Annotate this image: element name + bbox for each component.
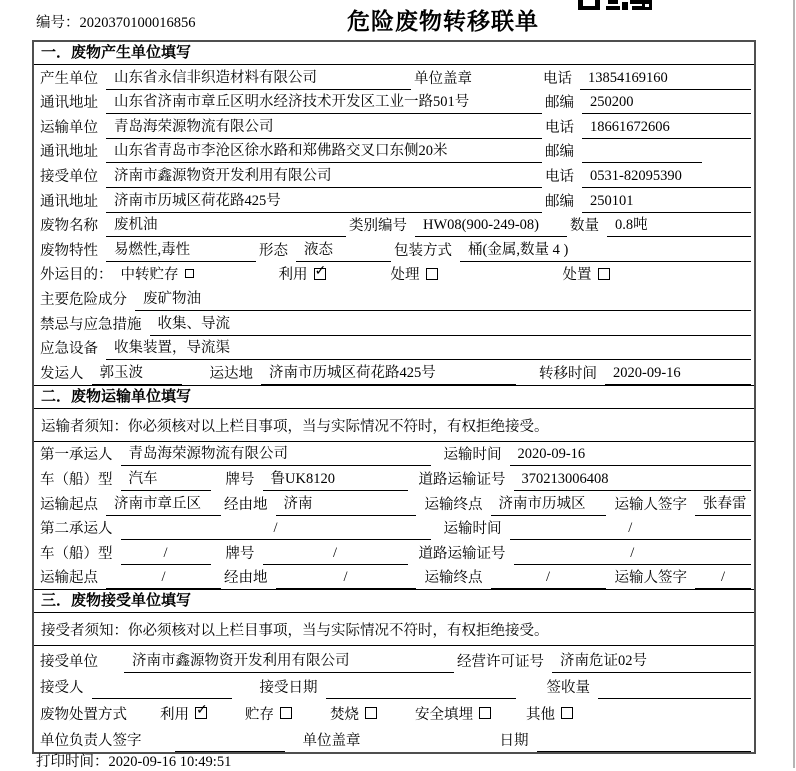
unchecked-checkbox-icon (365, 707, 377, 719)
receive-unit-row-label-3: 经营许可证号 (457, 653, 544, 670)
main-hazard-row-label-0: 主要危险成分 (40, 291, 127, 308)
receive-section-header: 三．废物接受单位填写 (34, 590, 754, 613)
producer-unit-row-label-0: 产生单位 (40, 70, 98, 87)
receiver-unit-row-value-1: 济南市鑫源物资开发利用有限公司 (106, 164, 542, 188)
spacer (106, 672, 124, 673)
vehicle-type-row-1-label-0: 车（船）型 (40, 471, 113, 488)
dispatch-row-label-0: 发运人 (40, 365, 84, 382)
transfer-purpose-row-option-label-3: 利用 (278, 267, 308, 284)
receive-section (34, 589, 754, 752)
transport-route-row-2-label-2: 经由地 (224, 570, 268, 587)
second-carrier-row-value-1: / (121, 520, 431, 540)
responsible-signature-row-label-4: 单位盖章 (302, 733, 361, 750)
transport-route-row-2-label-5: 运输终点 (424, 570, 483, 587)
waste-name-row-label-4: 数量 (570, 218, 599, 235)
document-header (0, 0, 796, 40)
vehicle-type-row-2-label-3: 牌号 (225, 545, 255, 562)
spacer (491, 725, 526, 726)
transfer-purpose-row-label-0: 外运目的： (40, 267, 113, 284)
transport-route-row-1-label-8: 运输人签字 (614, 496, 687, 513)
waste-name-row-label-0: 废物名称 (40, 218, 98, 235)
disposal-method-row-option-6 (330, 703, 377, 726)
transfer-purpose-row-option-label-5: 处理 (390, 267, 420, 284)
transport-route-row-2-value-6: / (491, 569, 606, 589)
transfer-purpose-row-option-7 (563, 263, 610, 286)
disposal-method-row-option-8 (415, 703, 491, 726)
first-carrier-row-label-0: 第一承运人 (40, 447, 113, 464)
transport-route-row-2 (34, 565, 754, 590)
dispatch-row-value-7: 2020-09-16 (605, 365, 751, 385)
receiver-unit-row-label-2: 电话 (545, 168, 574, 185)
unchecked-checkbox-icon (426, 268, 438, 280)
spacer (211, 564, 223, 565)
receiver-unit-row-value-3: 0531-82095390 (582, 168, 751, 188)
transport-route-row-1-value-1: 济南市章丘区 (106, 492, 221, 516)
transport-route-row-1-label-0: 运输起点 (40, 496, 98, 513)
transfer-purpose-row-option-3 (279, 263, 326, 286)
transport-unit-row-value-1: 青岛海荣源物流有限公司 (106, 115, 542, 139)
first-carrier-row-value-4: 2020-09-16 (510, 446, 752, 466)
transport-route-row-2-label-0: 运输起点 (40, 570, 98, 587)
dispatch-row (34, 360, 754, 385)
disposal-method-row-option-label-8: 安全填埋 (415, 706, 473, 723)
disposal-method-row-option-label-6: 焚烧 (330, 706, 359, 723)
waste-property-row (34, 237, 754, 262)
spacer (182, 384, 207, 385)
producer-unit-row-value-5: 13854169160 (580, 70, 751, 90)
first-carrier-row (34, 442, 754, 467)
disposal-method-row-option-10 (526, 703, 573, 726)
receiver-address-row-label-2: 邮编 (545, 193, 574, 210)
vehicle-type-row-1-label-3: 牌号 (225, 471, 255, 488)
transfer-purpose-row (34, 262, 754, 287)
page-title: 危险废物转移联单 (347, 9, 539, 34)
transfer-purpose-row-option-label-1: 中转贮存 (120, 267, 179, 284)
disposal-method-row (34, 699, 754, 726)
spacer (516, 698, 544, 699)
emergency-equipment-row (34, 336, 754, 361)
receiver-address-row (34, 188, 754, 213)
producer-address-row-label-0: 通讯地址 (40, 95, 98, 112)
taboo-measures-row (34, 311, 754, 336)
waste-property-row-value-1: 易燃性,毒性 (106, 238, 256, 262)
dispatch-row-value-1: 郭玉波 (92, 361, 182, 385)
vehicle-type-row-1-value-4: 鲁UK8120 (263, 467, 408, 491)
receiver-person-row-label-0: 接受人 (40, 680, 84, 697)
spacer (408, 564, 416, 565)
transport-address-row-value-1: 山东省青岛市李沧区徐水路和郑佛路交叉口东侧20米 (106, 139, 542, 163)
transport-address-row-label-0: 通讯地址 (40, 144, 98, 161)
spacer (369, 751, 497, 752)
transfer-purpose-row-option-5 (391, 263, 438, 286)
receive-unit-row-label-0: 接受单位 (40, 653, 98, 670)
disposal-method-row-option-label-4: 贮存 (245, 706, 274, 723)
producer-section-header: 一．废物产生单位填写 (34, 42, 754, 65)
responsible-signature-row-value-7 (537, 749, 752, 752)
receiver-person-row (34, 673, 754, 700)
transport-unit-row (34, 114, 754, 139)
transport-route-row-1-label-5: 运输终点 (424, 496, 483, 513)
vehicle-type-row-1-value-1: 汽车 (121, 467, 211, 491)
responsible-signature-row (34, 726, 754, 753)
receive-unit-row-value-2: 济南市鑫源物资开发利用有限公司 (124, 649, 454, 673)
producer-address-row-value-1: 山东省济南市章丘区明水经济技术开发区工业一路501号 (106, 90, 542, 114)
spacer (431, 539, 441, 540)
second-carrier-row-label-0: 第二承运人 (40, 521, 113, 538)
transfer-purpose-row-option-label-7: 处置 (562, 267, 592, 284)
producer-unit-row (34, 65, 754, 90)
receiver-person-row-label-6: 签收量 (546, 680, 590, 697)
taboo-measures-row-value-1: 收集、导流 (150, 312, 752, 336)
dispatch-row-value-4: 济南市历城区荷花路425号 (261, 361, 516, 385)
receive-unit-row-value-4: 济南危证02号 (552, 649, 751, 673)
transport-route-row-2-value-3: / (276, 569, 416, 589)
doc-number-label: 编号： (36, 15, 80, 31)
transport-route-row-1-value-9: 张春雷 (695, 492, 751, 516)
receiver-person-row-value-1 (92, 696, 232, 699)
transport-address-row-value-3 (582, 160, 702, 163)
waste-name-row-value-3: HW08(900-249-08) (415, 217, 567, 237)
producer-unit-row-label-4: 电话 (543, 70, 572, 87)
main-hazard-row (34, 286, 754, 311)
vehicle-type-row-2-value-1: / (121, 545, 211, 565)
transport-section-notice: 运输者须知：你必须核对以上栏目事项，当与实际情况不符时，有权拒绝接受。 (34, 409, 754, 442)
spacer (285, 751, 300, 752)
spacer (431, 465, 441, 466)
transport-unit-row-label-2: 电话 (545, 119, 574, 136)
disposal-method-row-label-0: 废物处置方式 (40, 706, 127, 723)
vehicle-type-row-2-label-0: 车（船）型 (40, 545, 113, 562)
disposal-method-row-option-label-2: 利用 (160, 706, 189, 723)
unchecked-checkbox-icon (185, 269, 194, 278)
receiver-person-row-label-3: 接受日期 (259, 680, 318, 697)
transport-section-header: 二．废物运输单位填写 (34, 386, 754, 409)
spacer (292, 725, 330, 726)
receive-unit-row (34, 646, 754, 673)
producer-unit-row-value-1: 山东省永信非织造材料有限公司 (106, 66, 411, 90)
second-carrier-row-value-4: / (510, 520, 752, 540)
vehicle-type-row-2-value-4: / (263, 545, 408, 565)
checked-checkbox-icon (314, 268, 326, 280)
first-carrier-row-value-1: 青岛海荣源物流有限公司 (121, 442, 431, 466)
form-table (32, 40, 756, 754)
transport-unit-row-value-3: 18661672606 (582, 119, 751, 139)
waste-name-row-label-2: 类别编号 (349, 218, 407, 235)
responsible-signature-row-label-6: 日期 (499, 733, 529, 750)
vehicle-type-row-2 (34, 540, 754, 565)
receiver-unit-row-label-0: 接受单位 (40, 168, 98, 185)
spacer (377, 725, 415, 726)
waste-property-row-label-4: 包装方式 (394, 242, 452, 259)
dispatch-row-label-6: 转移时间 (539, 365, 597, 382)
producer-section (34, 42, 754, 385)
doc-number-value: 2020370100016856 (79, 15, 196, 31)
spacer (232, 698, 257, 699)
spacer (207, 725, 245, 726)
producer-address-row-label-2: 邮编 (545, 95, 574, 112)
spacer (516, 384, 536, 385)
transport-route-row-2-value-9: / (695, 569, 751, 589)
checked-checkbox-icon (195, 707, 207, 719)
second-carrier-row (34, 516, 754, 541)
emergency-equipment-row-value-1: 收集装置，导流渠 (106, 336, 751, 360)
disposal-method-row-option-4 (245, 703, 292, 726)
transport-address-row (34, 139, 754, 164)
disposal-method-row-option-2 (160, 703, 207, 726)
dispatch-row-label-3: 运达地 (209, 365, 253, 382)
transport-route-row-1-label-2: 经由地 (224, 496, 268, 513)
receiver-unit-row (34, 163, 754, 188)
transport-route-row-2-label-8: 运输人签字 (614, 570, 687, 587)
transfer-purpose-row-option-1 (121, 263, 194, 286)
receiver-person-row-value-7 (598, 696, 751, 699)
taboo-measures-row-label-0: 禁忌与应急措施 (40, 316, 142, 333)
vehicle-type-row-1-value-7: 370213006408 (514, 471, 752, 491)
unchecked-checkbox-icon (598, 268, 610, 280)
transport-section (34, 385, 754, 590)
receive-section-notice: 接受者须知：你必须核对以上栏目事项，当与实际情况不符时，有权拒绝接受。 (34, 613, 754, 646)
waste-name-row-value-1: 废机油 (106, 213, 346, 237)
unchecked-checkbox-icon (479, 707, 491, 719)
print-time: 打印时间：2020-09-16 10:49:51 (36, 754, 232, 770)
vehicle-type-row-2-value-7: / (514, 545, 752, 565)
vehicle-type-row-1 (34, 466, 754, 491)
transport-unit-row-label-0: 运输单位 (40, 119, 98, 136)
receiver-person-row-value-4 (326, 696, 516, 699)
waste-property-row-label-2: 形态 (259, 242, 288, 259)
waste-property-row-value-5: 桶(金属,数量 4 ) (460, 238, 751, 262)
transport-route-row-1-value-6: 济南市历城区 (491, 492, 606, 516)
vehicle-type-row-2-label-6: 道路运输证号 (418, 545, 506, 562)
disposal-method-row-option-label-10: 其他 (526, 706, 555, 723)
waste-property-row-value-3: 液态 (296, 238, 391, 262)
main-hazard-row-value-1: 废矿物油 (135, 287, 751, 311)
first-carrier-row-label-3: 运输时间 (443, 447, 502, 464)
transport-route-row-1 (34, 491, 754, 516)
emergency-equipment-row-label-0: 应急设备 (40, 341, 98, 358)
right-edge-divider (793, 0, 795, 768)
producer-address-row (34, 90, 754, 115)
receiver-address-row-value-3: 250101 (582, 193, 751, 213)
transport-address-row-label-2: 邮编 (545, 144, 574, 161)
transport-route-row-2-value-1: / (106, 569, 221, 589)
producer-unit-row-label-2: 单位盖章 (414, 70, 472, 87)
receiver-address-row-value-1: 济南市历城区荷花路425号 (106, 189, 542, 213)
transport-route-row-1-value-3: 济南 (276, 492, 416, 516)
responsible-signature-row-label-0: 单位负责人签字 (40, 733, 142, 750)
unchecked-checkbox-icon (561, 707, 573, 719)
spacer (135, 725, 160, 726)
waste-name-row-value-5: 0.8吨 (607, 213, 751, 237)
producer-address-row-value-3: 250200 (582, 94, 751, 114)
waste-property-row-label-0: 废物特性 (40, 242, 98, 259)
receiver-address-row-label-0: 通讯地址 (40, 193, 98, 210)
vehicle-type-row-1-label-6: 道路运输证号 (418, 471, 506, 488)
second-carrier-row-label-3: 运输时间 (443, 521, 502, 538)
unchecked-checkbox-icon (280, 707, 292, 719)
waste-name-row (34, 213, 754, 238)
